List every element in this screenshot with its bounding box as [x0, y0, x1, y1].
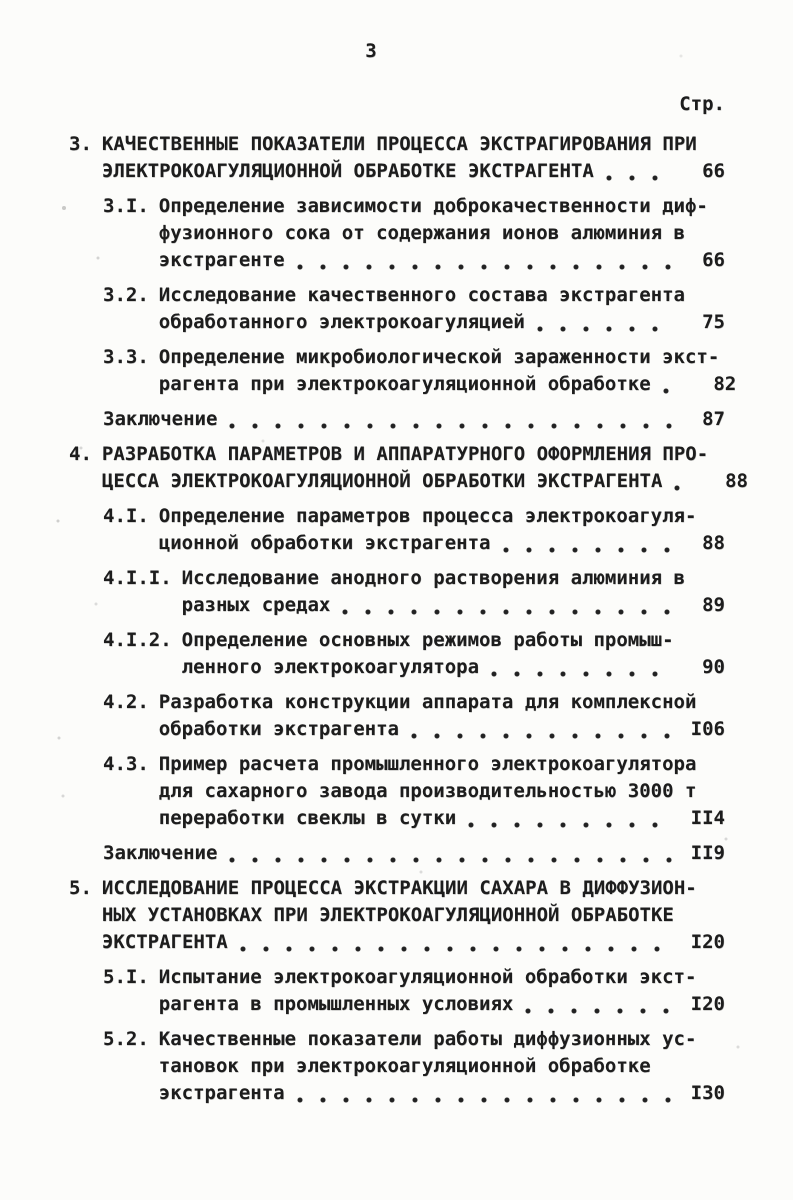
- toc-entry-number: 4.I.: [103, 505, 149, 527]
- dot-leader: [411, 733, 674, 739]
- toc-entry-tail: переработки свеклы в сутки: [158, 807, 457, 829]
- toc-entry-tail: обработанного электрокоагуляцией: [158, 311, 525, 333]
- toc-entry-page: I30: [690, 1082, 725, 1104]
- toc-entry-line: Испытание электрокоагуляционной обработки экст-: [158, 966, 697, 988]
- toc-entry-last-line: [159, 805, 725, 832]
- toc-entry-page: 87: [702, 408, 725, 430]
- toc-entry-line: Исследование анодного растворения алюминия в: [181, 567, 685, 589]
- toc-entry: [69, 875, 725, 956]
- toc-entry-last-line: [102, 929, 725, 956]
- toc-entry-number: 3.3.: [103, 346, 149, 368]
- toc-entry-tail: ленного электрокоагулятора: [181, 656, 480, 678]
- toc-entry-body: [102, 875, 725, 956]
- toc-entry-page: 90: [702, 656, 725, 678]
- toc-entry-page: I06: [690, 718, 725, 740]
- toc-entry-line: Определение основных режимов работы промыш-: [181, 629, 674, 651]
- toc-entry-body: [159, 1026, 725, 1107]
- dot-leader: [537, 326, 675, 332]
- toc-entry-page: 89: [702, 594, 725, 616]
- scan-noise: [0, 0, 2, 2]
- toc-entry-body: [182, 565, 725, 619]
- toc-entry-body: [159, 282, 725, 336]
- toc-entry-tail: экстрагенте: [158, 249, 285, 271]
- dot-leader: [503, 547, 675, 553]
- toc-entry: [69, 441, 748, 495]
- toc-entry-body: [159, 503, 725, 557]
- toc-entry: [103, 282, 725, 336]
- dot-leader: [491, 671, 674, 677]
- toc-entry-last-line: [182, 592, 725, 619]
- toc-entry-number: 4.2.: [103, 691, 149, 713]
- toc-entry-line: для сахарного завода производительностью 3000 т: [158, 780, 697, 802]
- toc-entry-tail: Заключение: [103, 842, 218, 864]
- toc-entry-last-line: [103, 406, 725, 433]
- toc-entry: [103, 627, 725, 681]
- dot-leader: [297, 1097, 675, 1103]
- toc-entry-last-line: [158, 371, 737, 398]
- toc-entry-line: Определение зависимости доброкачественности диф-: [158, 195, 708, 217]
- toc-entry: [103, 840, 725, 867]
- toc-entry-line: КАЧЕСТВЕННЫЕ ПОКАЗАТЕЛИ ПРОЦЕССА ЭКСТРАГИРОВАНИЯ ПРИ: [101, 133, 697, 155]
- toc-entry: [103, 689, 725, 743]
- toc-entry-last-line: [159, 247, 725, 274]
- dot-leader: [240, 946, 675, 952]
- toc-entry-line: РАЗРАБОТКА ПАРАМЕТРОВ И АППАРАТУРНОГО ОФОРМЛЕНИЯ ПРО-: [101, 443, 709, 465]
- toc-entry-tail: рагента при электрокоагуляционной обработке: [158, 373, 651, 395]
- toc-entry-body: [103, 406, 725, 433]
- toc-entry-number: 4.3.: [103, 753, 149, 775]
- toc-entry-body: [103, 840, 725, 867]
- toc-entry-body: [158, 344, 737, 398]
- toc-entry-body: [101, 441, 748, 495]
- toc-entry-number: 4.I.2.: [103, 629, 172, 651]
- toc-entry-number: 5.I.: [103, 966, 149, 988]
- toc-entry-line: Определение микробиологической зараженности экст-: [158, 346, 720, 368]
- toc-entry-page: 88: [702, 532, 725, 554]
- toc-entry-last-line: [182, 654, 725, 681]
- toc-entry-tail: ЭЛЕКТРОКОАГУЛЯЦИОННОЙ ОБРАБОТКЕ ЭКСТРАГЕНТА: [101, 160, 594, 182]
- toc-entry-last-line: [159, 1080, 725, 1107]
- toc-entry-number: 4.: [69, 443, 92, 465]
- toc-entry-line: Пример расчета промышленного электрокоагулятора: [158, 753, 697, 775]
- toc-entry-body: [102, 131, 725, 185]
- toc-entry-body: [159, 751, 725, 832]
- toc-entry-number: 5.2.: [103, 1028, 149, 1050]
- page-number: 3: [365, 40, 377, 62]
- toc-entry-line: Исследование качественного состава экстрагента: [158, 284, 685, 306]
- dot-leader: [468, 822, 674, 828]
- dot-leader: [342, 609, 674, 615]
- toc-entry-page: I20: [690, 931, 725, 953]
- toc-entry-tail: ционной обработки экстрагента: [158, 532, 491, 554]
- toc-entry: [103, 565, 725, 619]
- page-column-header: Стр.: [679, 93, 725, 115]
- toc-entry-page: 66: [702, 160, 725, 182]
- toc-entry-last-line: [159, 309, 725, 336]
- toc-entry: [103, 193, 725, 274]
- toc-entry: [103, 344, 737, 398]
- toc-entry: [69, 131, 725, 185]
- toc-entry-number: 3.: [69, 133, 92, 155]
- toc-entry-page: 66: [702, 249, 725, 271]
- toc-entry-last-line: [103, 840, 725, 867]
- toc-entry-tail: рагента в промышленных условиях: [158, 993, 514, 1015]
- dot-leader: [229, 423, 674, 429]
- toc-entry-line: НЫХ УСТАНОВКАХ ПРИ ЭЛЕКТРОКОАГУЛЯЦИОННОЙ ОБРАБОТКЕ: [101, 904, 674, 926]
- toc-entry-number: 3.2.: [103, 284, 149, 306]
- toc-entry-line: тановок при электрокоагуляционной обработке: [158, 1055, 651, 1077]
- dot-leader: [663, 388, 686, 394]
- toc-entry-last-line: [159, 530, 725, 557]
- dot-leader: [674, 485, 697, 491]
- toc-entry-last-line: [159, 716, 725, 743]
- toc-entry: [103, 964, 725, 1018]
- toc-entry: [103, 406, 725, 433]
- toc-entry-line: фузионного сока от содержания ионов алюминия в: [158, 222, 685, 244]
- toc-entry-number: 3.I.: [103, 195, 149, 217]
- toc-entry-page: II4: [690, 807, 725, 829]
- dot-leader: [297, 264, 675, 270]
- toc-entry-body: [159, 964, 725, 1018]
- toc-entry-tail: Заключение: [103, 408, 218, 430]
- toc-entry-line: Качественные показатели работы диффузионных ус-: [158, 1028, 697, 1050]
- toc-entry-line: Разработка конструкции аппарата для комплексной: [158, 691, 697, 713]
- toc-entry-tail: ЦЕССА ЭЛЕКТРОКОАГУЛЯЦИОННОЙ ОБРАБОТКИ ЭКСТРАГЕНТА: [101, 470, 663, 492]
- toc-entry-body: [159, 689, 725, 743]
- dot-leader: [229, 857, 674, 863]
- toc-entry-page: 88: [725, 470, 748, 492]
- toc-entry-tail: обработки экстрагента: [158, 718, 399, 740]
- toc-entry-last-line: [101, 468, 748, 495]
- toc-entry-page: II9: [690, 842, 725, 864]
- toc-entry-tail: разных средах: [181, 594, 331, 616]
- toc-entry-body: [182, 627, 725, 681]
- toc-entry-line: ИССЛЕДОВАНИЕ ПРОЦЕССА ЭКСТРАКЦИИ САХАРА В ДИФФУЗИОН-: [101, 877, 697, 899]
- toc-entry-tail: ЭКСТРАГЕНТА: [101, 931, 228, 953]
- dot-leader: [606, 175, 675, 181]
- toc-entry: [103, 751, 725, 832]
- toc-entry-page: I20: [690, 993, 725, 1015]
- toc-entry-tail: экстрагента: [158, 1082, 285, 1104]
- dot-leader: [525, 1008, 674, 1014]
- toc-entry-number: 4.I.I.: [103, 567, 172, 589]
- toc-entry-page: 75: [702, 311, 725, 333]
- toc-entry: [103, 1026, 725, 1107]
- toc-entry-line: Определение параметров процесса электрокоагуля-: [158, 505, 697, 527]
- toc-entry-page: 82: [713, 373, 737, 395]
- toc-entry: [103, 503, 725, 557]
- toc-entry-last-line: [159, 991, 725, 1018]
- table-of-contents: [69, 131, 748, 1107]
- toc-entry-last-line: [102, 158, 725, 185]
- toc-entry-body: [159, 193, 725, 274]
- toc-entry-number: 5.: [69, 877, 92, 899]
